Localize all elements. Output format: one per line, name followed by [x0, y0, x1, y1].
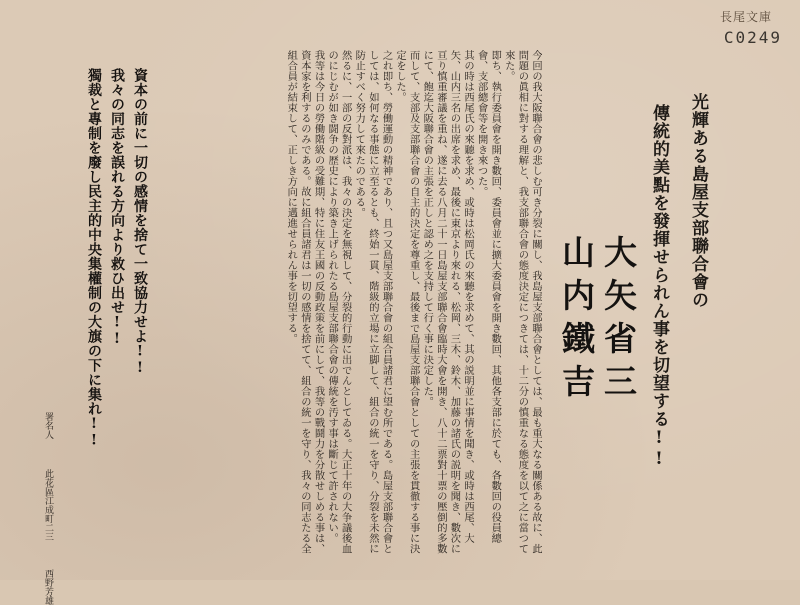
- body-paragraph: 我等は今日の勞働階級の受難期、特に住友王國の反動政策を前にして、我等の戰鬪力を分散せしめる事は、資本家を利するのみである。故に組合員諸君は一切の感情を捨てて、組合の統一を守り、我々の同志たる全組合員が結束して、正しき方向に邁進せられん事を切望する。: [285, 50, 325, 554]
- signatory-address: 此花區江成町二三: [43, 469, 53, 541]
- slogan-1: 資本の前に一切の感情を捨て一致協力せよ!!: [132, 68, 148, 377]
- body-paragraph: 其の時は西尾氏の來聽を求め、或時は松岡氏の來聽を求めて、其の説明並に事情を聞き、或時は西尾、大矢、山内三名の出席を求め、最後に東京より來れる、松岡、三木、鈴木、加藤の諸氏の説明を聞き、數次に亘り慎重審議を重ね、遂に去る八月二十一日島屋支部聯合會臨時大會を開き、八十二票對十票の壓倒的多數にて、飽迄大阪聯合會の主張を正しと認め之を支持して行く事に決定した。: [421, 50, 475, 554]
- headline-line-2: 傳統的美點を發揮せられん事を切望する!!: [649, 104, 669, 470]
- archive-number: C0249: [723, 28, 782, 47]
- signatory-footer: [33, 412, 55, 605]
- body-paragraph: 而して、支部及支部聯合會の自主的決定を尊重し、最後まで島屋支部聯合會としての主張を貫徹する事に決定をした。: [394, 50, 420, 554]
- statement-body: [162, 50, 542, 555]
- signatory-label: 署名人: [43, 412, 53, 439]
- slogan-3: 獨裁と專制を廢し民主的中央集權制の大旗の下に集れ!!: [86, 68, 102, 449]
- archive-label: 長尾文庫: [719, 10, 772, 24]
- signatory-name: 西野芳雄: [43, 569, 53, 605]
- body-paragraph: 即ち、執行委員會を開き數回、委員會並に擴大委員會を開き數回、其他各支部に於ても、各數回の役員總會、支部總會等を開き來つた。: [475, 50, 502, 544]
- slogan-2: 我々の同志を誤れる方向より救ひ出せ!!: [109, 68, 125, 348]
- signer-name-1: 大矢省三: [599, 235, 638, 407]
- body-paragraph: 之れ即ち、勞働運動の精神であり、且つ又島屋支部聯合會の組合員諸君に望む所である。島屋支部聯合會としては、如何なる事態に立至るとも、終始一貫、階級的立場に立脚して、組合の統一を守り、分裂を未然に防止すべく努力して來たのである。: [353, 50, 393, 554]
- body-paragraph: 然るに、一部の反對派は、我々の決定を無視して、分裂的行動に出でんとしてゐる。大正十年の大争議後血のにじむが如き闘争の歴史により築き上げられたる島屋支部聯合會の傳統を汚す事は斷じて許されない。: [326, 50, 352, 554]
- headline-line-1: 光輝ある島屋支部聯合會の: [688, 93, 708, 309]
- signer-name-2: 山内鐵吉: [557, 235, 596, 407]
- body-paragraph: 今回の我大阪聯合會の悲しむ可き分裂に關し、我島屋支部聯合會としては、最も重大なる關係ある故に、此問題の眞相に對する理解と、我支部聯合會の態度決定につきては、十二分の慎重なる態度を以て之に當つて來た。: [502, 50, 542, 554]
